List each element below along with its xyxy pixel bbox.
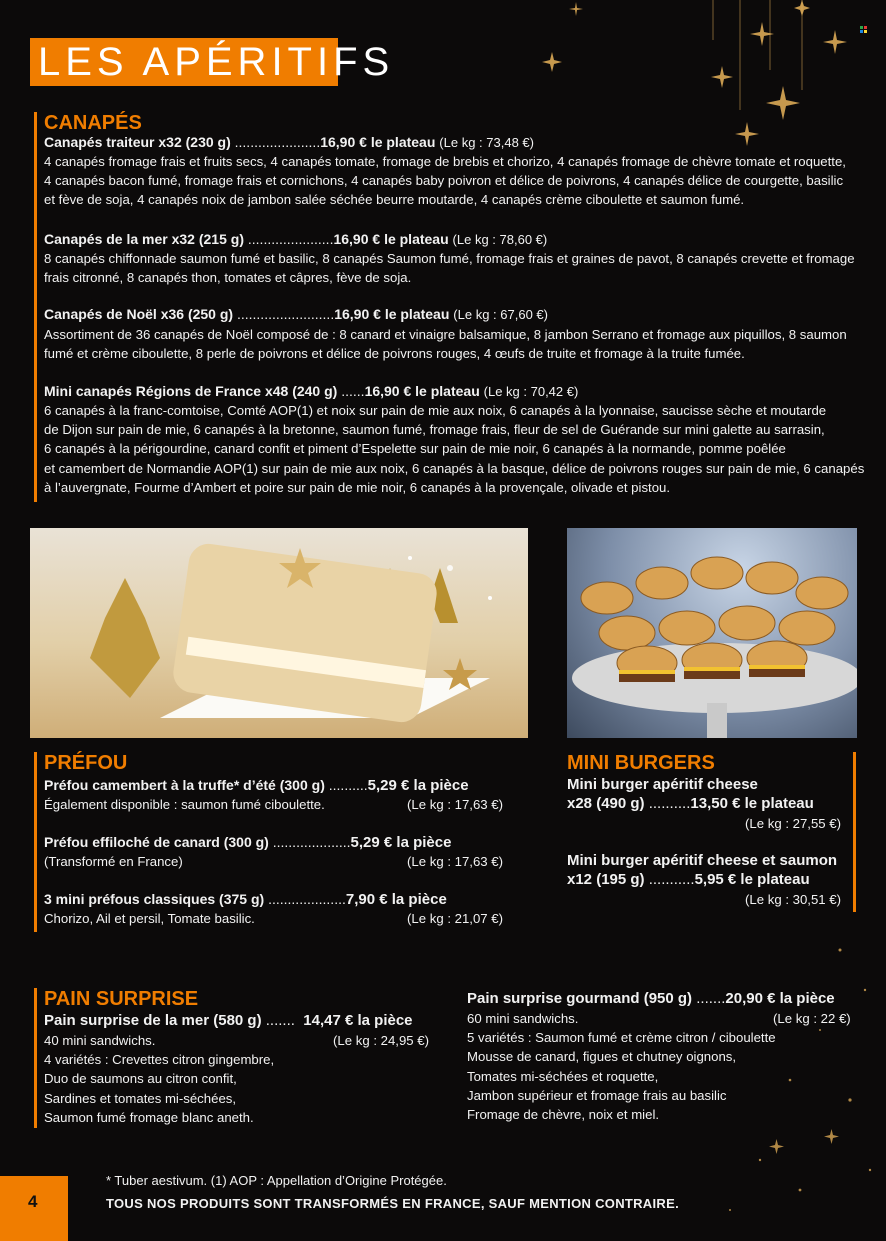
burgers-photo xyxy=(567,528,857,738)
canapes-bar xyxy=(34,112,37,502)
prefou-sub-2: (Transformé en France) xyxy=(44,854,183,869)
canape-desc-3: Assortiment de 36 canapés de Noël composé de : 8 canard et vinaigre balsamique, 8 jambon Serrano et fromage aux piquillos, 8 saumon fumé et crème ciboulette, 8 perle de poivrons et délice de poivrons rouges, 4 œufs de truite et fromage à la truite fumée. xyxy=(44,327,847,362)
canape-item-4: Mini canapés Régions de France x48 (240 g) ......16,90 € le plateau (Le kg : 70,42 €) xyxy=(44,383,579,399)
surprise-left-kg: (Le kg : 24,95 €) xyxy=(333,1033,430,1048)
canape-item-1: Canapés traiteur x32 (230 g) ......................16,90 € le plateau (Le kg : 73,48 €) xyxy=(44,134,534,150)
prefou-illustration-icon xyxy=(30,528,528,738)
canapes-heading: CANAPÉS xyxy=(44,112,142,134)
burgers-illustration-icon xyxy=(567,528,857,738)
burger-item-1-line1: Mini burger apéritif cheese xyxy=(567,776,758,793)
canape-desc-2: 8 canapés chiffonnade saumon fumé et basilic, 8 canapés Saumon fumé, fromage frais et graines de pavot, 8 canapés crevette et fromage frais citronné, 8 canapés thon, tomates et câpres, fève de soja. xyxy=(44,251,855,286)
prefou-kg-2: (Le kg : 17,63 €) xyxy=(407,854,504,869)
prefou-item-2: Préfou effiloché de canard (300 g) ....................5,29 € la pièce xyxy=(44,834,452,851)
canape-desc-4: 6 canapés à la franc-comtoise, Comté AOP(1) et noix sur pain de mie aux noix, 6 canapés à la lyonnaise, saucisse sèche et moutarde de Dijon sur pain de mie, 6 canapés à la bretonne, saumon fumé, fromage frais, fleur de sel de Guérande sur mini galette au sarrasin, 6 canapés à la périgourdine, canard confit et piment d’Espelette sur pain de mie noir, 6 canapés à la normande, pomme poêlée et camembert de Normandie AOP(1) sur pain de mie aux noix, 6 canapés à la basque, délice de poivrons rouges sur pain de mie, 6 canapés à l’auvergnate, Fourme d’Ambert et poire sur pain de mie noir, 6 canapés à la provençale, olivade et pistou. xyxy=(44,403,865,495)
burger-kg-1: (Le kg : 27,55 €) xyxy=(745,816,842,831)
canape-item-2: Canapés de la mer x32 (215 g) ......................16,90 € le plateau (Le kg : 78,60 €) xyxy=(44,231,548,247)
prefou-photo xyxy=(30,528,528,738)
burgers-heading: MINI BURGERS xyxy=(567,752,715,774)
prefou-kg-3: (Le kg : 21,07 €) xyxy=(407,911,504,926)
burger-item-2-line1: Mini burger apéritif cheese et saumon xyxy=(567,852,838,869)
burger-item-1-line2: x28 (490 g) ..........13,50 € le plateau xyxy=(567,795,814,812)
prefou-kg-1: (Le kg : 17,63 €) xyxy=(407,797,504,812)
canape-desc-1: 4 canapés fromage frais et fruits secs, 4 canapés tomate, fromage de brebis et chorizo, 4 canapés fromage de chèvre tomate et roquette, 4 canapés bacon fumé, fromage frais et cornichons, 4 canapés baby poivron et délice de poivrons, 4 canapés délice de courgette, basilic et fève de soja, 4 canapés noix de jambon salée séchée beurre moutarde, 4 canapés crème ciboulette et saumon fumé. xyxy=(44,154,846,208)
surprise-left-desc: 40 mini sandwichs. 4 variétés : Crevettes citron gingembre, Duo de saumons au citron confit, Sardines et tomates mi-séchées, Saumon fumé fromage blanc aneth. xyxy=(44,1033,275,1125)
prefou-item-1: Préfou camembert à la truffe* d’été (300 g) ..........5,29 € la pièce xyxy=(44,777,469,794)
prefou-item-3: 3 mini préfous classiques (375 g) ....................7,90 € la pièce xyxy=(44,891,447,908)
burgers-bar xyxy=(853,752,856,912)
surprise-right-item: Pain surprise gourmand (950 g) .......20,90 € la pièce xyxy=(467,990,835,1007)
prefou-sub-3: Chorizo, Ail et persil, Tomate basilic. xyxy=(44,911,255,926)
page-title: LES APÉRITIFS xyxy=(38,40,395,84)
surprise-left-item: Pain surprise de la mer (580 g) ....... 14,47 € la pièce xyxy=(44,1012,413,1029)
surprise-right-kg: (Le kg : 22 €) xyxy=(773,1011,851,1026)
prefou-sub-1: Également disponible : saumon fumé ciboulette. xyxy=(44,797,325,812)
prefou-heading: PRÉFOU xyxy=(44,752,128,774)
page-number: 4 xyxy=(28,1192,38,1211)
sparkles-decoration-icon xyxy=(640,930,886,1230)
burger-item-2-line2: x12 (195 g) ...........5,95 € le plateau xyxy=(567,871,810,888)
burger-kg-2: (Le kg : 30,51 €) xyxy=(745,892,842,907)
surprise-heading: PAIN SURPRISE xyxy=(44,988,199,1010)
item-name: Canapés traiteur x32 (230 g) xyxy=(44,134,231,150)
canape-item-3: Canapés de Noël x36 (250 g) .........................16,90 € le plateau (Le kg : 67,60 €) xyxy=(44,306,548,322)
surprise-right-desc: 60 mini sandwichs. 5 variétés : Saumon fumé et crème citron / ciboulette Mousse de canard, figues et chutney oignons, Tomates mi-séchées et roquette, Jambon supérieur et fromage frais au basilic Fromage de chèvre, noix et miel. xyxy=(467,1011,776,1123)
stars-decoration-icon xyxy=(480,0,886,160)
surprise-bar xyxy=(34,988,37,1128)
footer-note: TOUS NOS PRODUITS SONT TRANSFORMÉS EN FRANCE, SAUF MENTION CONTRAIRE. xyxy=(106,1196,679,1211)
footnote: * Tuber aestivum. (1) AOP : Appellation d’Origine Protégée. xyxy=(106,1173,447,1188)
prefou-bar xyxy=(34,752,37,932)
